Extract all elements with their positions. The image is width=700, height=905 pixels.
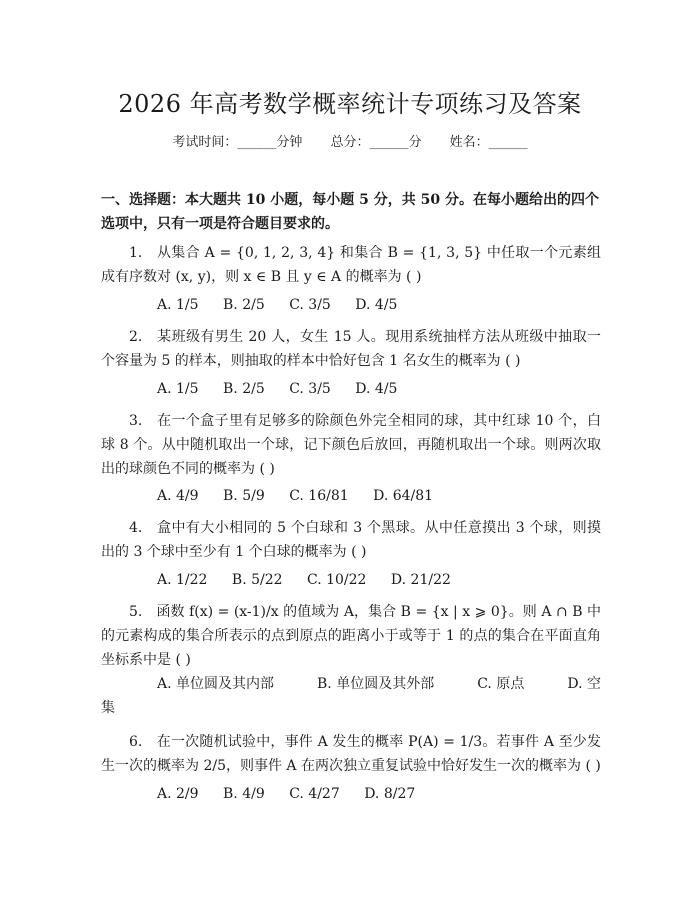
option-c: C. 3/5 xyxy=(289,381,331,397)
option-a: A. 1/5 xyxy=(157,297,199,313)
option-a: A. 4/9 xyxy=(157,488,199,504)
page-title: 2026 年高考数学概率统计专项练习及答案 xyxy=(118,90,582,118)
option-a: A. 1/22 xyxy=(157,572,208,588)
option-c: C. 16/81 xyxy=(289,488,349,504)
question-1: 1. 从集合 A = {0, 1, 2, 3, 4} 和集合 B = {1, 3, 5} 中任取一个元素组成有序数对 (x, y)，则 x ∈ B 且 y ∈ A 的概率为 ( ) xyxy=(101,245,601,285)
option-c: C. 4/27 xyxy=(289,786,340,802)
option-a: A. 单位圆及其内部 xyxy=(157,676,275,692)
option-b: B. 2/5 xyxy=(223,297,265,313)
option-c: C. 10/22 xyxy=(307,572,367,588)
question-6: 6. 在一次随机试验中，事件 A 发生的概率 P(A) = 1/3。若事件 A 至少发生一次的概率为 2/5，则事件 A 在两次独立重复试验中恰好发生一次的概率为 ( ) xyxy=(101,734,601,774)
option-d: D. 4/5 xyxy=(355,381,398,397)
question-5: 5. 函数 f(x) = (x-1)/x 的值域为 A，集合 B = {x | x ⩾ 0}。则 A ∩ B 中的元素构成的集合所表示的点到原点的距离小于或等于 1 的点的集合在平面直角坐标系中是 ( ) xyxy=(101,604,601,668)
question-4-options xyxy=(157,568,601,592)
option-d: D. 空 xyxy=(567,676,601,692)
option-d: D. 4/5 xyxy=(355,297,398,313)
option-b: B. 单位圆及其外部 xyxy=(317,676,435,692)
option-b: B. 4/9 xyxy=(223,786,265,802)
question-3-options xyxy=(157,484,601,508)
exam-time: 考试时间：______分钟 xyxy=(172,135,303,150)
option-d: D. 8/27 xyxy=(364,786,416,802)
question-2-options xyxy=(157,377,601,401)
option-d: D. 21/22 xyxy=(390,572,451,588)
question-3: 3. 在一个盒子里有足够多的除颜色外完全相同的球，其中红球 10 个，白球 8 个。从中随机取出一个球，记下颜色后放回，再随机取出一个球。则两次取出的球颜色不同的概率为 ( ) xyxy=(101,413,601,477)
section-heading: 一、选择题：本大题共 10 小题，每小题 5 分，共 50 分。在每小题给出的四个选项中，只有一项是符合题目要求的。 xyxy=(101,192,599,232)
option-b: B. 2/5 xyxy=(223,381,265,397)
exam-name: 姓名：______ xyxy=(449,135,528,150)
option-d-continued: 集 xyxy=(101,700,115,716)
question-1-options xyxy=(157,293,601,317)
question-2: 2. 某班级有男生 20 人，女生 15 人。现用系统抽样方法从班级中抽取一个容量为 5 的样本，则抽取的样本中恰好包含 1 名女生的概率为 ( ) xyxy=(101,329,601,369)
option-a: A. 2/9 xyxy=(157,786,199,802)
option-c: C. 原点 xyxy=(477,676,525,692)
question-4: 4. 盒中有大小相同的 5 个白球和 3 个黑球。从中任意摸出 3 个球，则摸出的 3 个球中至少有 1 个白球的概率为 ( ) xyxy=(101,520,601,560)
exam-score: 总分：______分 xyxy=(330,135,422,150)
option-d: D. 64/81 xyxy=(373,488,434,504)
question-6-options xyxy=(157,782,601,806)
option-c: C. 3/5 xyxy=(289,297,331,313)
option-b: B. 5/9 xyxy=(223,488,265,504)
option-a: A. 1/5 xyxy=(157,381,199,397)
option-b: B. 5/22 xyxy=(231,572,283,588)
question-5-options xyxy=(101,672,601,720)
exam-meta xyxy=(0,131,700,150)
